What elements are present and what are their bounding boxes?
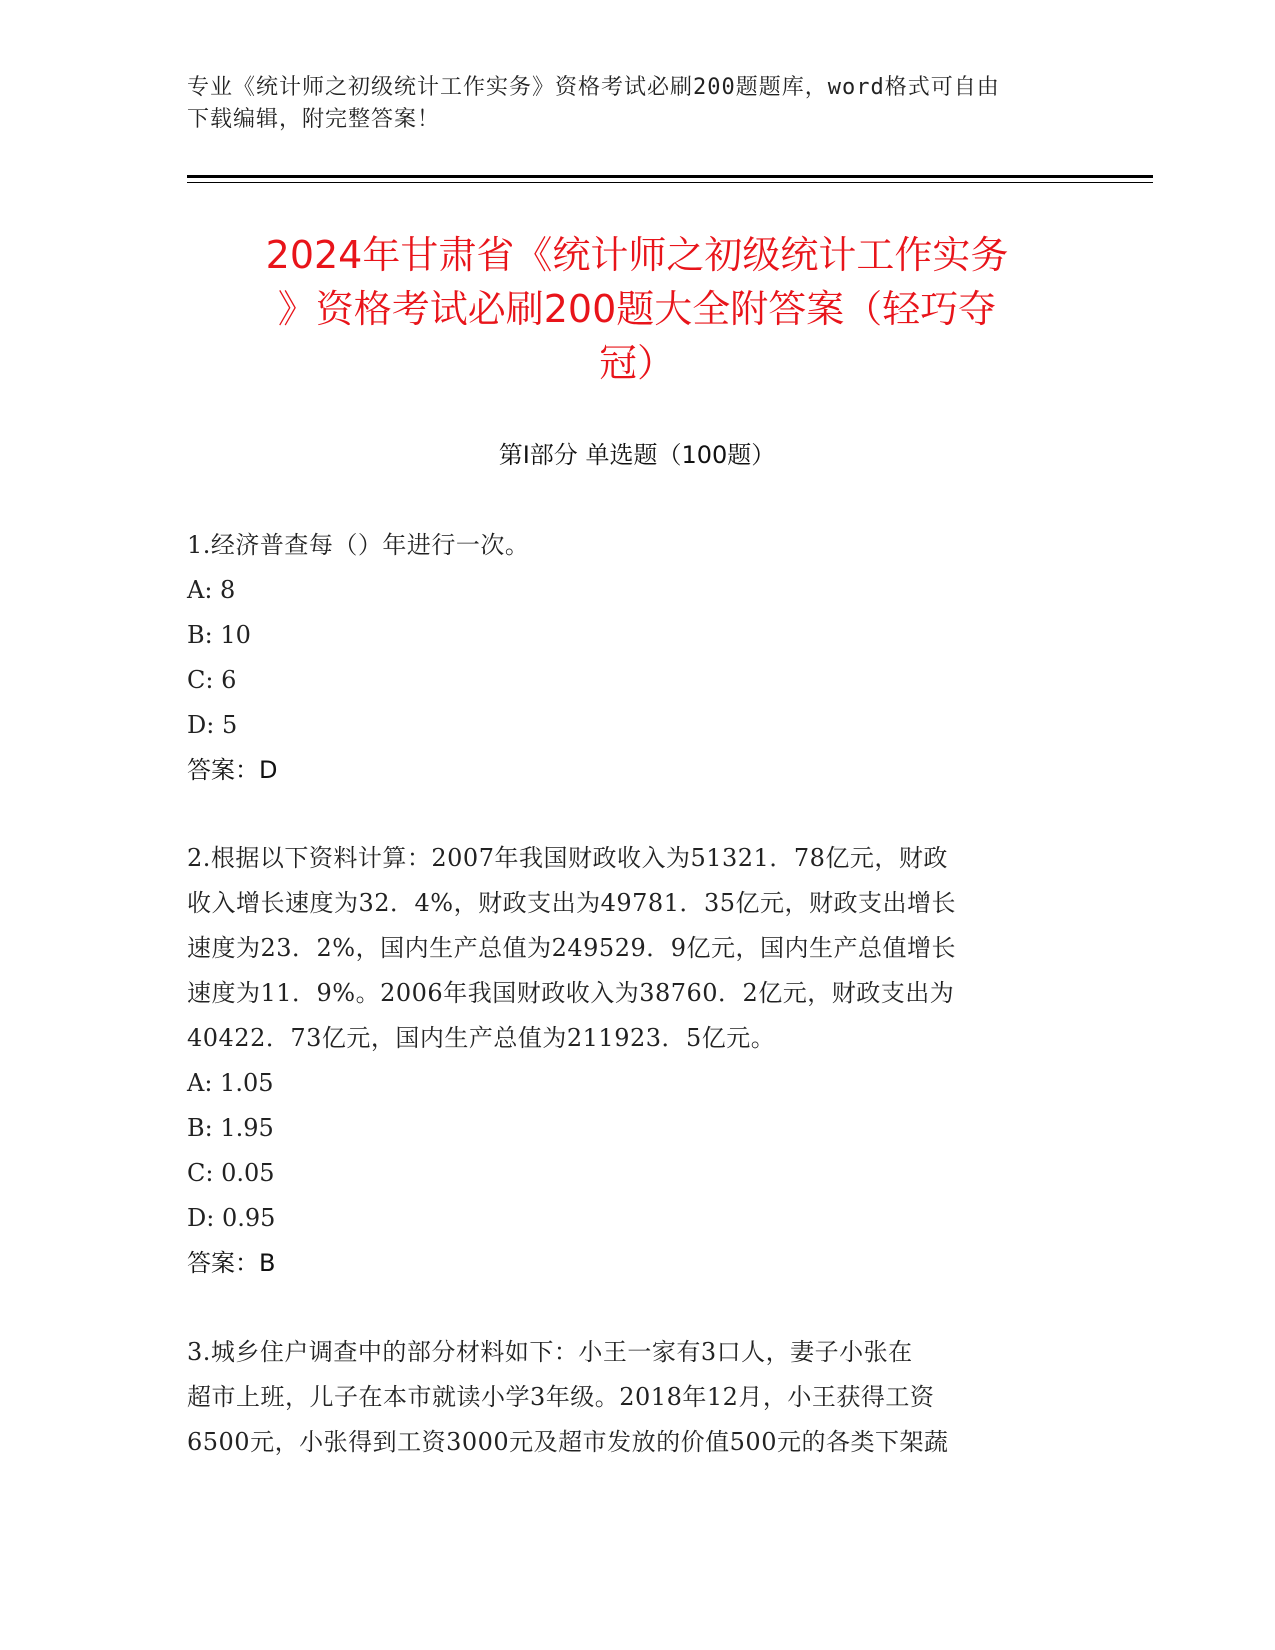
question-stem-line: 速度为23．2%，国内生产总值为249529．9亿元，国内生产总值增长	[187, 934, 956, 962]
header-note	[187, 72, 1087, 136]
answer: 答案：D	[187, 756, 278, 784]
question-stem-line: 收入增长速度为32．4%，财政支出为49781．35亿元，财政支出增长	[187, 889, 956, 917]
option-c: C: 0.05	[187, 1159, 275, 1187]
section-heading: 第Ⅰ部分 单选题（100题）	[498, 441, 776, 469]
question-2	[187, 836, 1087, 1286]
option-a: A: 1.05	[187, 1069, 274, 1097]
question-stem-line: 超市上班，儿子在本市就读小学3年级。2018年12月，小王获得工资	[187, 1383, 935, 1411]
option-b: B: 10	[187, 621, 251, 649]
question-3	[187, 1330, 1087, 1465]
title-line-3: 冠）	[598, 341, 675, 385]
title-line-2: 》资格考试必刷200题大全附答案（轻巧夺	[277, 287, 997, 331]
document-title	[187, 228, 1087, 390]
question-stem-line: 6500元，小张得到工资3000元及超市发放的价值500元的各类下架蔬	[187, 1428, 949, 1456]
option-d: D: 0.95	[187, 1204, 276, 1232]
option-a: A: 8	[187, 576, 236, 604]
question-stem-line: 2.根据以下资料计算：2007年我国财政收入为51321．78亿元，财政	[187, 844, 948, 872]
question-stem-line: 3.城乡住户调查中的部分材料如下：小王一家有3口人，妻子小张在	[187, 1338, 913, 1366]
header-note-line-1: 专业《统计师之初级统计工作实务》资格考试必刷200题题库，word格式可自由	[187, 75, 1000, 100]
option-b: B: 1.95	[187, 1114, 274, 1142]
answer: 答案：B	[187, 1249, 276, 1277]
question-stem-line: 1.经济普查每（）年进行一次。	[187, 531, 530, 559]
question-1	[187, 523, 1087, 793]
question-stem-line: 速度为11．9%。2006年我国财政收入为38760．2亿元，财政支出为	[187, 979, 955, 1007]
option-d: D: 5	[187, 711, 238, 739]
question-stem-line: 40422．73亿元，国内生产总值为211923．5亿元。	[187, 1024, 776, 1052]
header-rule-thick	[187, 175, 1153, 178]
title-line-1: 2024年甘肃省《统计师之初级统计工作实务	[265, 233, 1009, 277]
header-rule-thin	[187, 182, 1153, 183]
header-note-line-2: 下载编辑，附完整答案！	[187, 107, 441, 132]
option-c: C: 6	[187, 666, 237, 694]
